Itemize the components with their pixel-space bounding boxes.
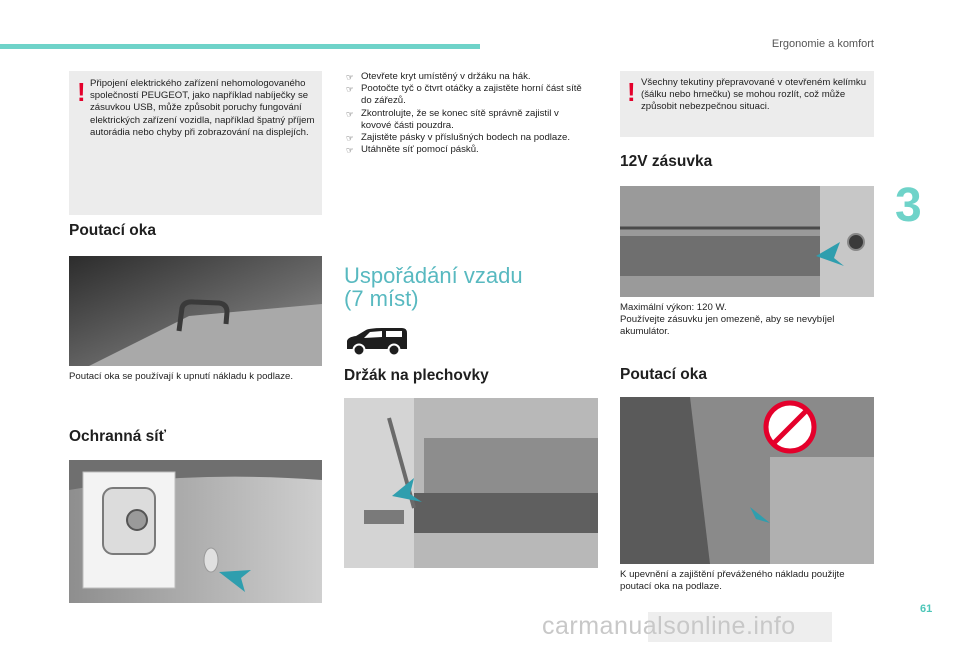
chapter-number: 3 <box>895 179 922 232</box>
list-item: ☞ Zkontrolujte, že se konec sítě správně zajistil v kovové části pouzdra. <box>346 107 559 131</box>
car-side-icon <box>344 327 410 362</box>
warning-text: Všechny tekutiny přepravované v otevřeném kelímku (šálku nebo hrnečku) se mohou rozlít, což může způsobit nebezpečnou situaci. <box>641 77 867 113</box>
heading-12v-zasuvka: 12V zásuvka <box>620 153 713 170</box>
heading-drzak-na-plechovky: Držák na plechovky <box>344 367 489 384</box>
net-installation-steps <box>345 71 590 156</box>
warning-box-electrical <box>69 71 322 215</box>
pointing-hand-icon: ☞ <box>346 84 354 95</box>
photo-anchor-hook <box>69 256 322 366</box>
exclamation-icon: ! <box>77 77 86 107</box>
exclamation-icon: ! <box>627 77 636 107</box>
list-item: ☞ Utáhněte síť pomocí pásků. <box>346 144 479 156</box>
pointing-hand-icon: ☞ <box>346 108 354 119</box>
warning-box-liquids <box>620 71 874 137</box>
list-item: ☞ Otevřete kryt umístěný v držáku na hák. <box>346 71 531 82</box>
section-title: Ergonomie a komfort <box>771 38 874 50</box>
list-item: ☞ Zajistěte pásky v příslušných bodech na podlaze. <box>346 132 571 144</box>
photo-net-anchor <box>69 460 322 603</box>
caption-poutaci-oka-3: K upevnění a zajištění převáženého nákladu použijte poutací oka na podlaze. <box>620 569 845 593</box>
heading-poutaci-oka: Poutací oka <box>69 222 156 239</box>
main-title <box>344 264 523 310</box>
photo-cup-holder <box>344 398 598 568</box>
watermark: carmanualsonline.info <box>542 612 796 640</box>
pointing-hand-icon: ☞ <box>346 133 354 144</box>
main-title-line1: Uspořádání vzadu <box>344 263 523 288</box>
top-accent-bar <box>0 44 480 49</box>
photo-12v-socket <box>620 186 874 297</box>
list-item: ☞ Pootočte tyč o čtvrt otáčky a zajistěte horní část sítě do zářezů. <box>346 83 582 107</box>
pointing-hand-icon: ☞ <box>346 72 354 82</box>
main-title-line2: (7 míst) <box>344 286 419 311</box>
caption-poutaci-oka: Poutací oka se používají k upnutí nákladu k podlaze. <box>69 371 294 382</box>
heading-ochranna-sit: Ochranná síť <box>69 428 167 445</box>
photo-floor-anchor <box>620 397 874 564</box>
pointing-hand-icon: ☞ <box>346 145 354 156</box>
heading-poutaci-oka-3: Poutací oka <box>620 366 707 383</box>
caption-12v-zasuvka: Maximální výkon: 120 W. Používejte zásuvku jen omezeně, aby se nevybíjel akumulátor. <box>620 302 835 338</box>
page-number: 61 <box>920 603 933 615</box>
warning-text: Připojení elektrického zařízení nehomologovaného společností PEUGEOT, jako například nabíječky se zásuvkou USB, může způsobit poruchy fungování elektrických zařízení vozidla, například špatný příjem autorádia nebo chyby při zobrazování na displejích. <box>90 78 315 138</box>
